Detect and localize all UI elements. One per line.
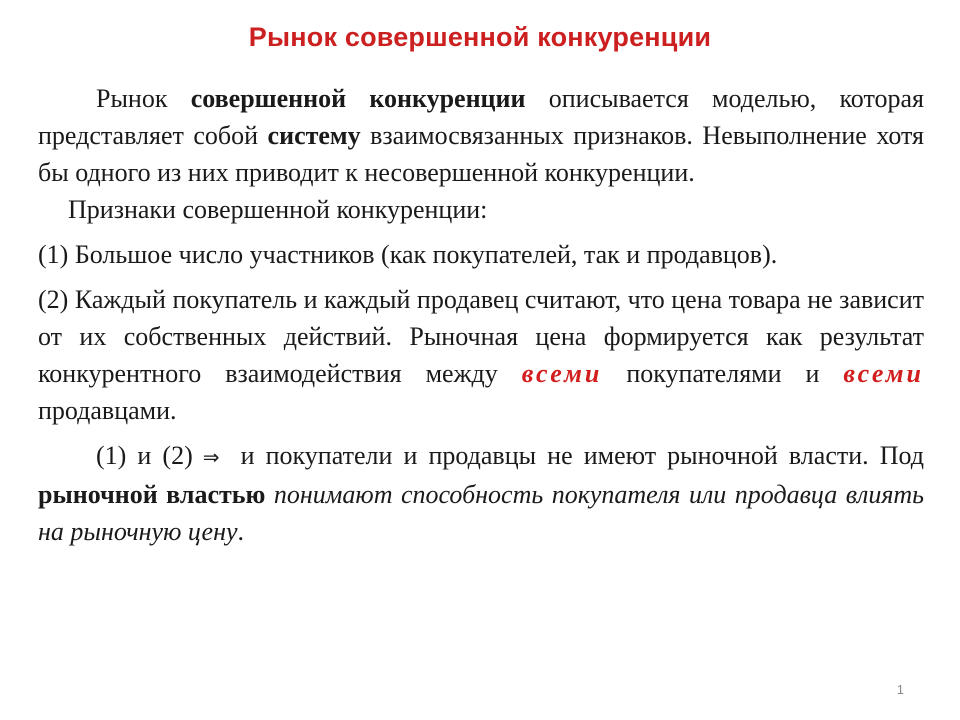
item2-emphasis-all-1: всеми bbox=[521, 359, 603, 388]
page-number: 1 bbox=[896, 682, 904, 697]
slide-body bbox=[38, 80, 924, 550]
implies-arrow-icon: ⇒ bbox=[202, 445, 220, 469]
intro-text-3: взаимосвязанных признаков. Невыполнение хотя бы одного из них приводит к несовершенной конкуренции. bbox=[38, 121, 924, 187]
intro-text-2: описывается моделью, которая представляет собой bbox=[38, 84, 924, 150]
conclusion-paragraph bbox=[38, 437, 924, 550]
feature-item-2 bbox=[38, 281, 924, 429]
slide-title: Рынок совершенной конкуренции bbox=[248, 22, 712, 52]
features-heading: Признаки совершенной конкуренции: bbox=[68, 195, 488, 224]
item2-emphasis-all-2: всеми bbox=[843, 359, 924, 388]
intro-text-1: Рынок bbox=[96, 84, 191, 113]
conclusion-text-2: и покупатели и продавцы не имеют рыночной власти. Под bbox=[229, 441, 924, 470]
feature-item-1: (1) Большое число участников (как покупателей, так и продавцов). bbox=[38, 240, 778, 269]
conclusion-text-3 bbox=[265, 480, 274, 509]
item2-text-3: продавцами. bbox=[38, 396, 177, 425]
item2-text-2: покупателями и bbox=[602, 359, 844, 388]
conclusion-text-4: . bbox=[237, 517, 245, 546]
intro-bold-system: систему bbox=[267, 121, 361, 150]
conclusion-italic-definition: понимают способность покупателя или продавца влиять на рыночную цену bbox=[38, 480, 925, 546]
conclusion-text-1: (1) и (2) bbox=[96, 441, 193, 470]
intro-paragraph bbox=[38, 80, 924, 191]
intro-bold-perfect-competition: совершенной конкуренции bbox=[190, 84, 526, 113]
item2-text-1: (2) Каждый покупатель и каждый продавец считают, что цена товара не зависит от их собственных действий. Рыночная цена формируется как результат конкурентного взаимодействия между bbox=[38, 285, 924, 388]
conclusion-bold-market-power: рыночной властью bbox=[38, 480, 266, 509]
